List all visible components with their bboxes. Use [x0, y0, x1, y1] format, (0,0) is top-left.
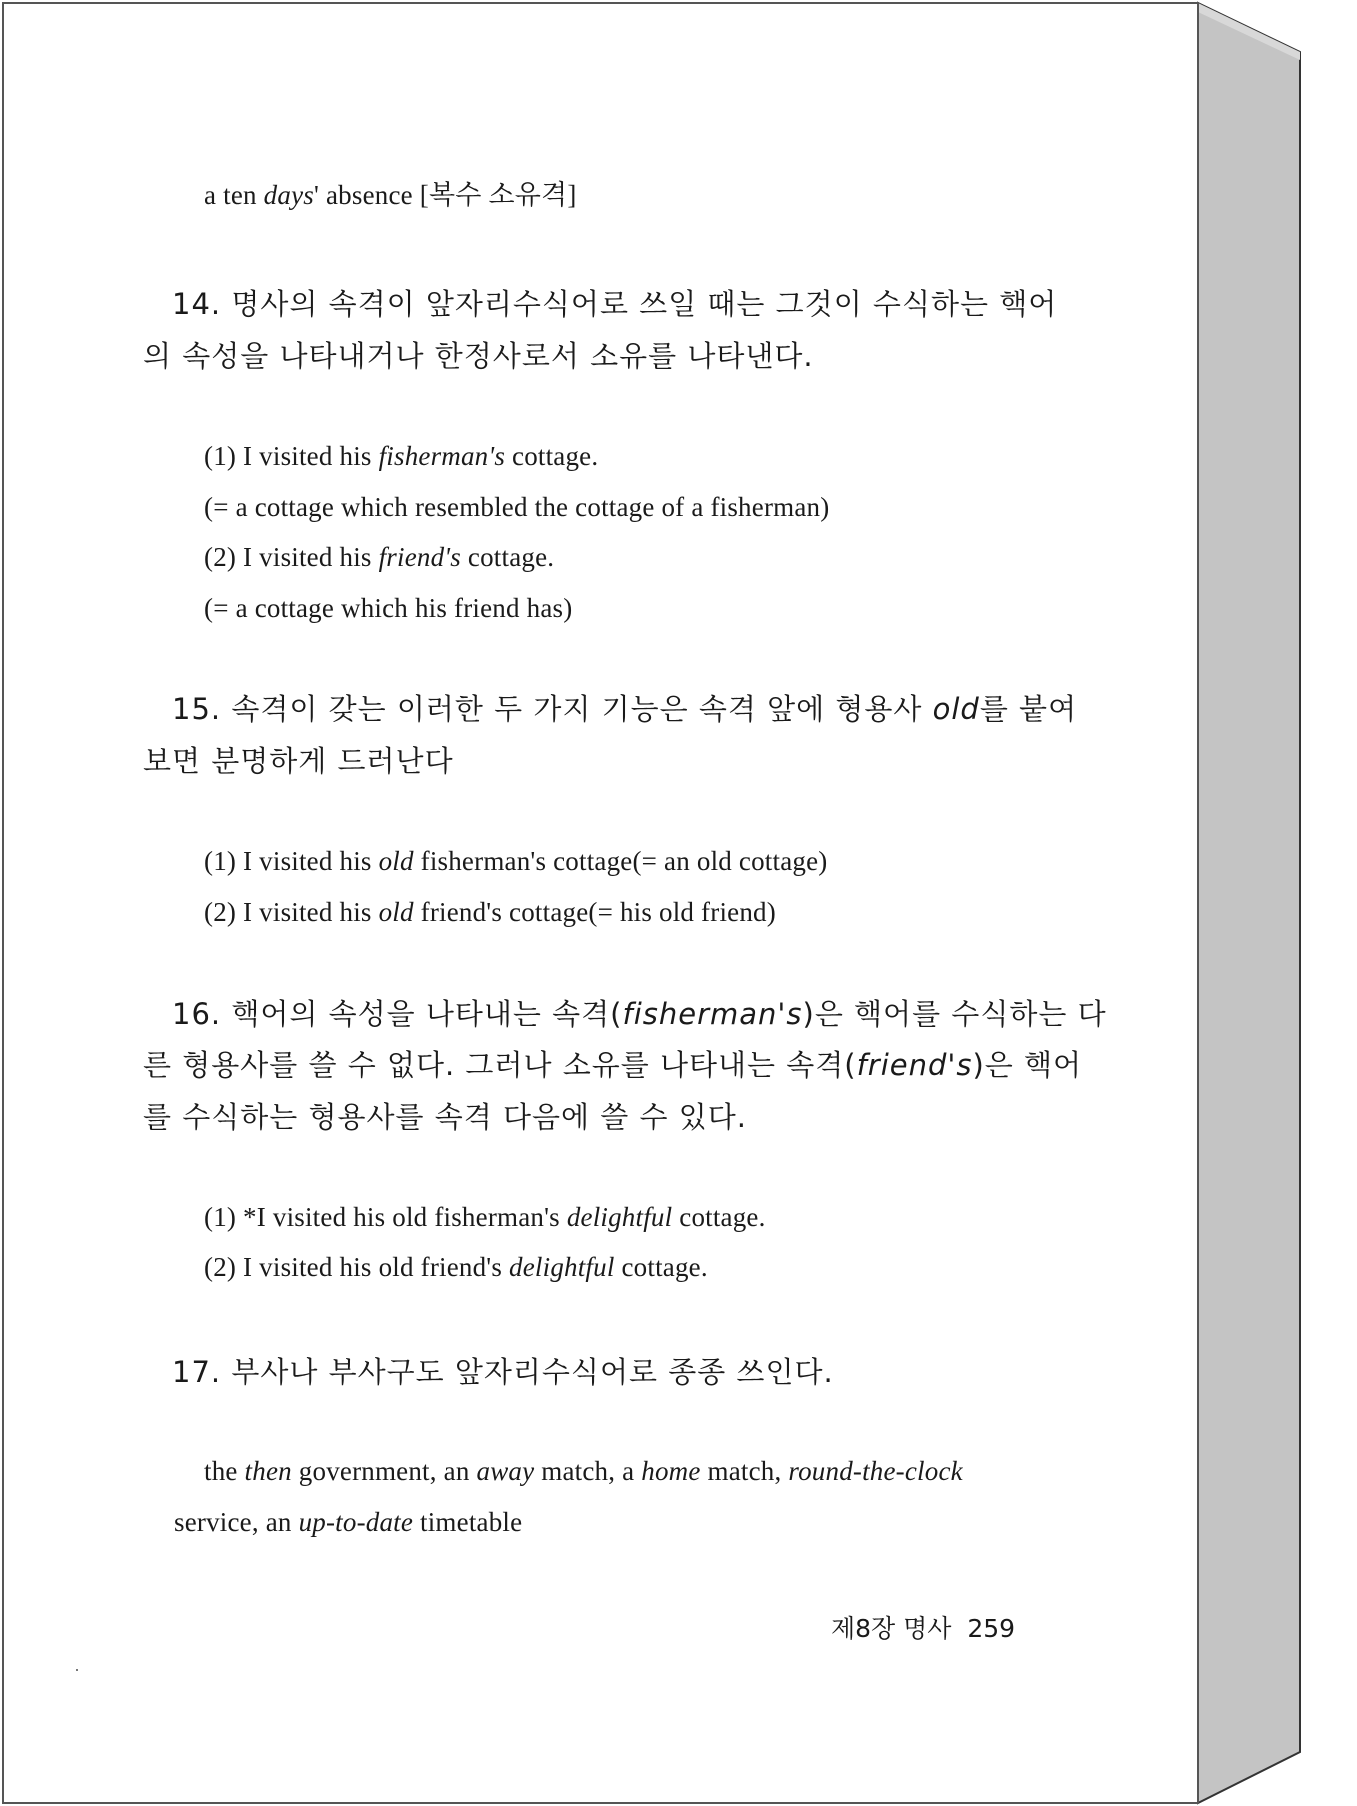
page-number: 259 — [967, 1614, 1016, 1643]
speck — [76, 1669, 78, 1671]
s14-example-1-gloss: (= a cottage which resembled the cottage of a fisherman) — [204, 492, 830, 522]
s16-heading-line3: 를 수식하는 형용사를 속격 다음에 쓸 수 있다. — [143, 1100, 747, 1134]
s16-example-2: (2) I visited his old friend's delightful cottage. — [204, 1252, 708, 1282]
s15-heading-line1: 15. 속격이 갖는 이러한 두 가지 기능은 속격 앞에 형용사 old를 붙여 — [172, 692, 1078, 726]
s16-heading-line1: 16. 핵어의 속성을 나타내는 속격(fisherman's)은 핵어를 수식하는 다 — [172, 997, 1107, 1031]
page — [6, 6, 1198, 1802]
s15-example-2: (2) I visited his old friend's cottage(= his old friend) — [204, 897, 776, 927]
s16-heading-line2: 른 형용사를 쓸 수 없다. 그러나 소유를 나타내는 속격(friend's)은 핵어 — [143, 1048, 1083, 1082]
top-example: a ten days' absence [복수 소유격] — [204, 180, 577, 210]
s14-heading-line1: 14. 명사의 속격이 앞자리수식어로 쓰일 때는 그것이 수식하는 핵어 — [172, 287, 1058, 321]
s14-example-2-gloss: (= a cottage which his friend has) — [204, 593, 573, 623]
s14-example-2: (2) I visited his friend's cottage. — [204, 542, 555, 572]
s15-heading-line2: 보면 분명하게 드러난다 — [143, 744, 454, 778]
s17-example-line1: the then government, an away match, a home match, round-the-clock — [204, 1456, 963, 1486]
chapter-label: 제8장 명사 — [831, 1614, 952, 1643]
s15-example-1: (1) I visited his old fisherman's cottage(= an old cottage) — [204, 846, 828, 876]
s14-example-1: (1) I visited his fisherman's cottage. — [204, 441, 599, 471]
s16-example-1: (1) *I visited his old fisherman's delightful cottage. — [204, 1202, 766, 1232]
s14-heading-line2: 의 속성을 나타내거나 한정사로서 소유를 나타낸다. — [143, 339, 814, 373]
page-footer — [831, 1616, 1015, 1641]
book-side — [1198, 3, 1300, 1803]
s17-example-line2: service, an up-to-date timetable — [174, 1507, 523, 1537]
s17-heading: 17. 부사나 부사구도 앞자리수식어로 종종 쓰인다. — [172, 1355, 834, 1389]
